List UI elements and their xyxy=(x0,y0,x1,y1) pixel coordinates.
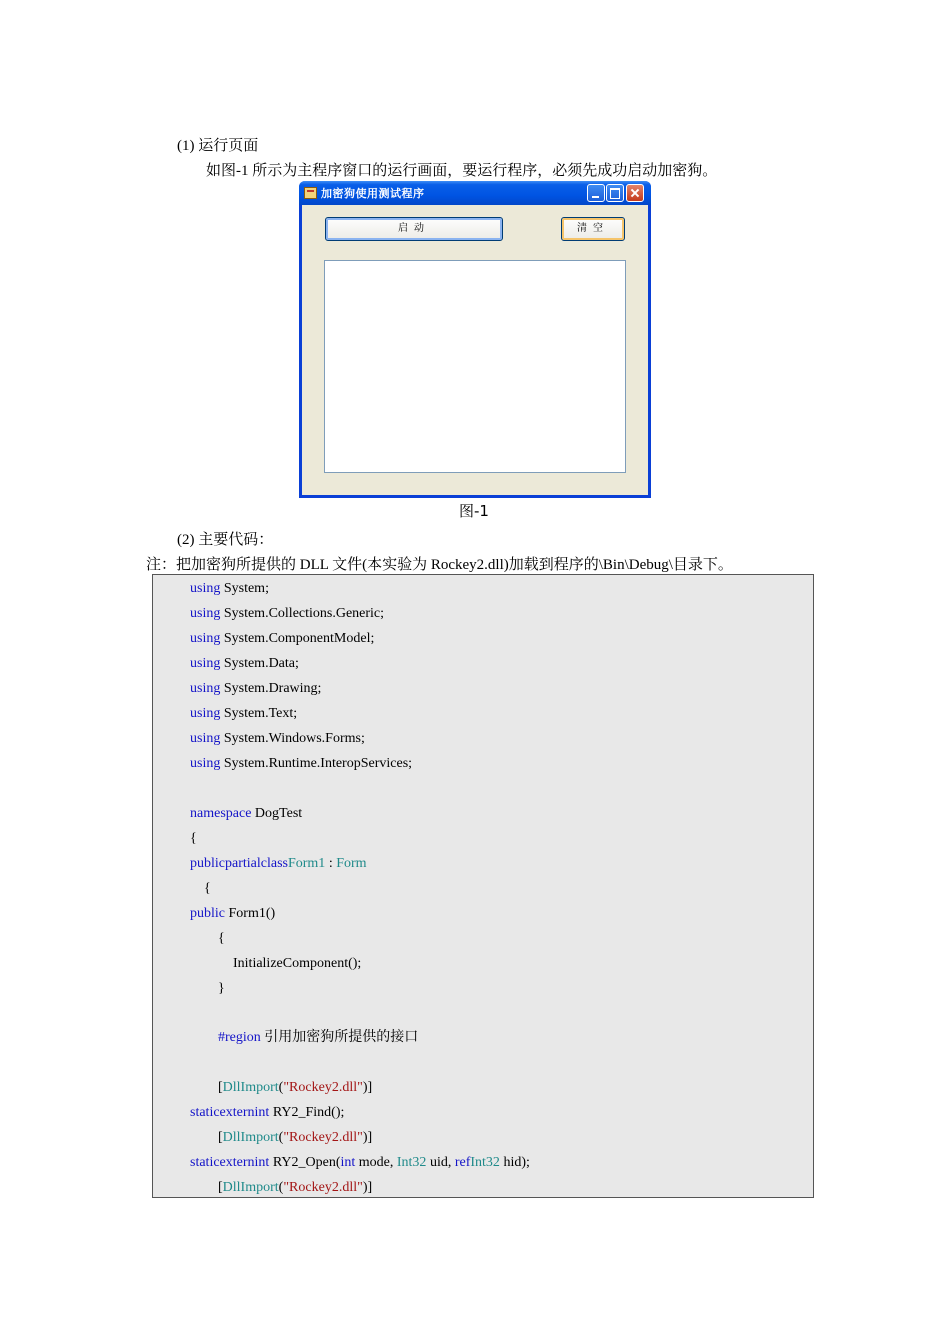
code-keyword: using xyxy=(190,631,221,646)
code-text: 引用加密狗所提供的接口 xyxy=(260,1030,419,1045)
code-text: [ xyxy=(218,1180,223,1195)
code-keyword: using xyxy=(190,606,221,621)
code-keyword: using xyxy=(190,731,221,746)
code-text: System.Windows.Forms; xyxy=(220,731,365,746)
code-text: System.Text; xyxy=(220,706,298,721)
code-text: hid); xyxy=(499,1155,530,1170)
code-line xyxy=(190,656,299,672)
section2-heading: (2) 主要代码： xyxy=(177,532,274,548)
code-text: uid, xyxy=(426,1155,455,1170)
code-keyword: #region xyxy=(218,1030,261,1045)
code-block xyxy=(152,574,814,1198)
code-line: } xyxy=(218,981,225,996)
code-keyword: publicpartialclass xyxy=(190,856,288,871)
close-icon[interactable] xyxy=(626,184,644,202)
code-text: mode, xyxy=(355,1155,397,1170)
code-text: ( xyxy=(278,1180,284,1195)
code-text: System; xyxy=(220,581,269,596)
code-type: Form xyxy=(336,856,367,871)
code-text: )] xyxy=(362,1180,373,1195)
code-keyword: staticexternint xyxy=(190,1155,270,1170)
code-line: { xyxy=(218,931,225,946)
start-button[interactable]: 启动 xyxy=(325,217,503,241)
code-text: : xyxy=(325,856,337,871)
code-text: DogTest xyxy=(251,806,303,821)
code-line xyxy=(190,906,275,922)
code-keyword: using xyxy=(190,581,221,596)
app-icon xyxy=(304,187,317,199)
code-type: DllImport xyxy=(222,1180,279,1195)
code-line xyxy=(190,856,367,872)
code-text: Form1() xyxy=(225,906,276,921)
code-string: "Rockey2.dll" xyxy=(283,1080,363,1095)
code-string: "Rockey2.dll" xyxy=(283,1130,363,1145)
app-window-screenshot xyxy=(299,181,651,498)
code-line xyxy=(190,1155,530,1171)
clear-button[interactable]: 清空 xyxy=(561,217,625,241)
code-text: System.ComponentModel; xyxy=(220,631,375,646)
code-line xyxy=(190,1105,344,1121)
code-keyword: using xyxy=(190,681,221,696)
code-line-dllimport xyxy=(218,1180,372,1196)
code-string: "Rockey2.dll" xyxy=(283,1180,363,1195)
code-text: RY2_Find(); xyxy=(269,1105,345,1120)
code-line-dllimport xyxy=(218,1130,372,1146)
code-line xyxy=(218,1030,418,1046)
code-text: ( xyxy=(278,1130,284,1145)
code-line xyxy=(190,581,269,597)
code-type: Form1 xyxy=(287,856,326,871)
code-text: ( xyxy=(278,1080,284,1095)
code-line xyxy=(190,806,302,822)
code-text: )] xyxy=(362,1130,373,1145)
minimize-icon[interactable] xyxy=(587,184,605,202)
code-text: System.Drawing; xyxy=(220,681,322,696)
code-line xyxy=(190,731,365,747)
dll-note: 注：把加密狗所提供的 DLL 文件(本实验为 Rockey2.dll)加载到程序的\Bin\Debug\目录下。 xyxy=(146,557,733,573)
code-line: InitializeComponent(); xyxy=(233,956,362,971)
code-text: RY2_Open( xyxy=(269,1155,341,1170)
code-line xyxy=(190,681,321,697)
code-keyword: using xyxy=(190,706,221,721)
code-text: )] xyxy=(362,1080,373,1095)
code-keyword: using xyxy=(190,656,221,671)
code-type: DllImport xyxy=(222,1130,279,1145)
window-title: 加密狗使用测试程序 xyxy=(321,187,425,200)
window-titlebar xyxy=(299,181,651,205)
code-text: System.Data; xyxy=(220,656,299,671)
code-line-dllimport xyxy=(218,1080,372,1096)
code-line xyxy=(190,606,384,622)
section1-description: 如图-1 所示为主程序窗口的运行画面，要运行程序，必须先成功启动加密狗。 xyxy=(206,163,718,179)
code-keyword: int xyxy=(340,1155,356,1170)
code-keyword: ref xyxy=(454,1155,471,1170)
code-keyword: namespace xyxy=(190,806,252,821)
code-text: System.Runtime.InteropServices; xyxy=(220,756,413,771)
code-line: { xyxy=(204,881,211,896)
output-listbox[interactable] xyxy=(324,260,626,473)
code-type: DllImport xyxy=(222,1080,279,1095)
code-type: Int32 xyxy=(396,1155,427,1170)
code-line xyxy=(190,706,297,722)
code-text: [ xyxy=(218,1130,223,1145)
code-text: [ xyxy=(218,1080,223,1095)
code-line xyxy=(190,756,412,772)
code-keyword: using xyxy=(190,756,221,771)
code-line: { xyxy=(190,831,197,846)
figure-caption: 图-1 xyxy=(459,502,489,520)
code-line xyxy=(190,631,374,647)
maximize-icon[interactable] xyxy=(606,184,624,202)
code-keyword: public xyxy=(190,906,225,921)
section1-heading: (1) 运行页面 xyxy=(177,138,259,154)
code-keyword: staticexternint xyxy=(190,1105,270,1120)
code-type: Int32 xyxy=(470,1155,500,1170)
code-text: System.Collections.Generic; xyxy=(220,606,385,621)
